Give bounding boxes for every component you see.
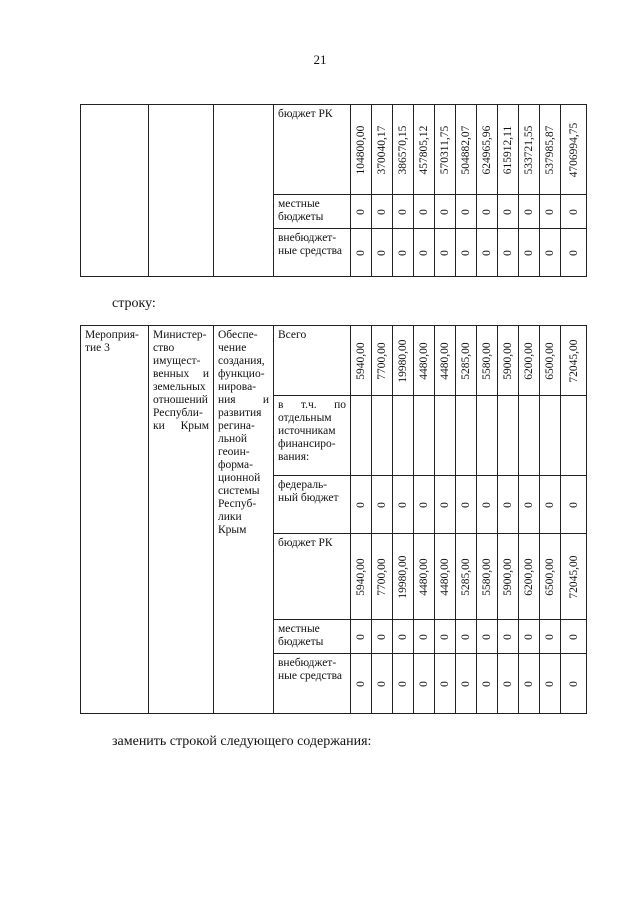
- value-text: 0: [439, 633, 451, 640]
- value-text: 0: [481, 249, 493, 256]
- value-cell: [351, 105, 372, 195]
- empty-purpose-cell: [214, 105, 274, 277]
- value-text: 0: [418, 208, 430, 215]
- value-cell: [372, 229, 393, 277]
- value-cell: [561, 105, 587, 195]
- value-cell: [435, 105, 456, 195]
- value-text: 0: [481, 501, 493, 508]
- table-row: [81, 326, 587, 396]
- value-text: 0: [355, 501, 367, 508]
- value-text: 0: [355, 208, 367, 215]
- value-text: 0: [523, 680, 535, 687]
- value-cell: [372, 534, 393, 620]
- value-text: 0: [567, 249, 580, 256]
- executor-cell-text: Министер-ство имущест-венных и земельных отношений Республи-ки Крым: [153, 329, 209, 432]
- value-cell: [498, 229, 519, 277]
- value-text: 0: [544, 680, 556, 687]
- value-text: 0: [460, 501, 472, 508]
- value-text: 0: [418, 249, 430, 256]
- budget-table-previous: [80, 104, 587, 277]
- value-text: 5900,00: [502, 341, 514, 380]
- value-cell: [519, 195, 540, 229]
- value-cell: [414, 105, 435, 195]
- value-cell: [519, 326, 540, 396]
- value-text: 0: [397, 249, 409, 256]
- value-text: 0: [460, 633, 472, 640]
- value-cell: [540, 229, 561, 277]
- value-text: 6500,00: [544, 557, 556, 596]
- value-text: 537985,87: [544, 125, 556, 174]
- source-label: [274, 396, 351, 476]
- value-cell: [393, 105, 414, 195]
- value-text: 0: [481, 633, 493, 640]
- value-text: 0: [376, 501, 388, 508]
- value-text: 72045,00: [567, 338, 580, 383]
- value-cell: [414, 534, 435, 620]
- value-text: 370040,17: [376, 125, 388, 174]
- value-text: 570311,75: [439, 125, 451, 174]
- value-cell: [561, 326, 587, 396]
- value-text: 19980,00: [397, 338, 409, 383]
- value-cell: [456, 620, 477, 654]
- value-cell: [456, 534, 477, 620]
- value-cell: [456, 326, 477, 396]
- value-text: 0: [376, 633, 388, 640]
- value-text: 5940,00: [355, 557, 367, 596]
- source-label-text: федераль-ный бюджет: [278, 479, 339, 504]
- value-text: 5285,00: [460, 557, 472, 596]
- value-cell: [414, 326, 435, 396]
- value-cell: [435, 195, 456, 229]
- value-cell: [498, 105, 519, 195]
- value-text: 5900,00: [502, 557, 514, 596]
- value-text: 0: [523, 633, 535, 640]
- value-text: 0: [481, 208, 493, 215]
- value-text: 6500,00: [544, 341, 556, 380]
- value-text: 0: [355, 680, 367, 687]
- value-cell: [456, 105, 477, 195]
- value-cell: [435, 620, 456, 654]
- value-cell: [498, 195, 519, 229]
- value-cell: [477, 326, 498, 396]
- value-cell: [435, 229, 456, 277]
- value-cell: [351, 195, 372, 229]
- value-text: 6200,00: [523, 557, 535, 596]
- value-cell: [435, 534, 456, 620]
- source-label-text: местные бюджеты: [278, 623, 324, 648]
- value-cell: [456, 476, 477, 534]
- value-text: 0: [397, 633, 409, 640]
- value-text: 4480,00: [418, 557, 430, 596]
- value-cell: [414, 476, 435, 534]
- value-cell: [477, 476, 498, 534]
- source-label: [274, 620, 351, 654]
- value-cell: [372, 195, 393, 229]
- purpose-cell-text: Обеспе-чение создания, функцио-нирова-ния и развития регина-льной геоин-форма-ционной системы Респуб-лики Крым: [218, 329, 269, 536]
- source-label-text: внебюджет-ные средства: [278, 657, 343, 682]
- value-text: 0: [544, 208, 556, 215]
- value-text: 0: [567, 680, 580, 687]
- value-text: 504882,07: [460, 125, 472, 174]
- value-cell: [393, 326, 414, 396]
- caption-stroku: строку:: [112, 296, 156, 311]
- value-cell: [540, 654, 561, 714]
- value-text: 0: [460, 680, 472, 687]
- empty-executor-cell: [149, 105, 214, 277]
- source-label-text: Всего: [278, 329, 307, 341]
- value-text: 5285,00: [460, 341, 472, 380]
- value-cell: [414, 229, 435, 277]
- value-text: 0: [355, 633, 367, 640]
- value-text: 0: [460, 208, 472, 215]
- value-text: 0: [439, 501, 451, 508]
- value-cell: [435, 396, 456, 476]
- value-cell: [372, 654, 393, 714]
- value-text: 0: [544, 501, 556, 508]
- value-cell: [351, 654, 372, 714]
- value-cell: [498, 396, 519, 476]
- value-cell: [393, 654, 414, 714]
- value-text: 0: [355, 249, 367, 256]
- source-label-text: в т.ч. по отдельным источникам финансиро-вания:: [278, 399, 346, 463]
- value-cell: [519, 476, 540, 534]
- executor-cell: [149, 326, 214, 714]
- value-text: 5580,00: [481, 557, 493, 596]
- value-cell: [456, 396, 477, 476]
- value-text: 0: [567, 633, 580, 640]
- value-cell: [519, 620, 540, 654]
- value-text: 5940,00: [355, 341, 367, 380]
- value-text: 19980,00: [397, 554, 409, 599]
- value-cell: [372, 326, 393, 396]
- value-cell: [372, 396, 393, 476]
- value-text: 0: [460, 249, 472, 256]
- event-cell-text: Мероприя-тие 3: [85, 329, 139, 354]
- page-number: 21: [313, 52, 327, 67]
- value-cell: [477, 654, 498, 714]
- source-label: [274, 195, 351, 229]
- value-cell: [477, 105, 498, 195]
- value-cell: [393, 195, 414, 229]
- source-label: [274, 326, 351, 396]
- value-cell: [498, 534, 519, 620]
- value-cell: [435, 654, 456, 714]
- value-text: 4480,00: [439, 557, 451, 596]
- value-cell: [351, 229, 372, 277]
- value-cell: [456, 195, 477, 229]
- value-text: 104800,00: [355, 125, 367, 174]
- value-text: 0: [502, 249, 514, 256]
- value-text: 0: [481, 680, 493, 687]
- value-text: 0: [544, 633, 556, 640]
- value-cell: [435, 326, 456, 396]
- value-cell: [393, 396, 414, 476]
- value-cell: [414, 195, 435, 229]
- value-text: 0: [397, 680, 409, 687]
- value-text: 4706994,75: [567, 122, 580, 177]
- value-cell: [561, 396, 587, 476]
- value-text: 0: [376, 208, 388, 215]
- source-label: [274, 654, 351, 714]
- source-label-text: бюджет РК: [278, 537, 333, 549]
- value-text: 5580,00: [481, 341, 493, 380]
- value-text: 0: [418, 501, 430, 508]
- event-cell: [81, 326, 149, 714]
- source-label-text: внебюджет-ные средства: [278, 232, 343, 257]
- value-cell: [498, 476, 519, 534]
- budget-table-measure-3: [80, 325, 587, 714]
- value-cell: [456, 654, 477, 714]
- value-text: 0: [397, 208, 409, 215]
- value-text: 7700,00: [376, 557, 388, 596]
- value-text: 0: [439, 208, 451, 215]
- value-text: 6200,00: [523, 341, 535, 380]
- value-text: 0: [502, 501, 514, 508]
- value-text: 0: [502, 208, 514, 215]
- value-cell: [540, 476, 561, 534]
- value-text: 4480,00: [418, 341, 430, 380]
- value-cell: [477, 620, 498, 654]
- value-cell: [393, 476, 414, 534]
- value-cell: [498, 654, 519, 714]
- value-text: 615912,11: [502, 125, 514, 174]
- value-cell: [519, 396, 540, 476]
- value-cell: [372, 105, 393, 195]
- value-cell: [561, 534, 587, 620]
- value-cell: [351, 326, 372, 396]
- value-text: 0: [418, 680, 430, 687]
- value-text: 0: [544, 249, 556, 256]
- value-text: 533721,55: [523, 125, 535, 174]
- empty-event-cell: [81, 105, 149, 277]
- caption-replace: заменить строкой следующего содержания:: [112, 734, 372, 749]
- source-label: [274, 534, 351, 620]
- value-cell: [498, 326, 519, 396]
- value-cell: [540, 396, 561, 476]
- value-cell: [372, 620, 393, 654]
- value-cell: [393, 229, 414, 277]
- value-text: 0: [376, 680, 388, 687]
- value-text: 0: [523, 208, 535, 215]
- value-cell: [351, 620, 372, 654]
- value-cell: [540, 195, 561, 229]
- value-text: 72045,00: [567, 554, 580, 599]
- value-cell: [561, 476, 587, 534]
- value-cell: [414, 654, 435, 714]
- value-cell: [519, 229, 540, 277]
- value-cell: [519, 534, 540, 620]
- value-cell: [498, 620, 519, 654]
- value-cell: [519, 105, 540, 195]
- value-text: 0: [397, 501, 409, 508]
- value-text: 457805,12: [418, 125, 430, 174]
- value-cell: [351, 534, 372, 620]
- value-text: 0: [439, 249, 451, 256]
- value-cell: [393, 620, 414, 654]
- value-cell: [477, 396, 498, 476]
- value-cell: [435, 476, 456, 534]
- value-cell: [540, 105, 561, 195]
- value-text: 0: [523, 249, 535, 256]
- value-cell: [477, 195, 498, 229]
- value-cell: [540, 620, 561, 654]
- value-cell: [414, 620, 435, 654]
- value-text: 624965,96: [481, 125, 493, 174]
- value-text: 7700,00: [376, 341, 388, 380]
- value-cell: [561, 654, 587, 714]
- source-label-text: местные бюджеты: [278, 198, 324, 223]
- purpose-cell: [214, 326, 274, 714]
- source-label: [274, 476, 351, 534]
- value-text: 4480,00: [439, 341, 451, 380]
- value-cell: [540, 326, 561, 396]
- value-cell: [351, 396, 372, 476]
- value-text: 0: [376, 249, 388, 256]
- value-cell: [477, 534, 498, 620]
- value-text: 0: [439, 680, 451, 687]
- value-text: 0: [567, 208, 580, 215]
- value-text: 0: [418, 633, 430, 640]
- value-cell: [519, 654, 540, 714]
- source-label: [274, 105, 351, 195]
- value-cell: [372, 476, 393, 534]
- value-cell: [561, 229, 587, 277]
- source-label-text: бюджет РК: [278, 108, 333, 120]
- value-cell: [456, 229, 477, 277]
- value-cell: [393, 534, 414, 620]
- value-cell: [414, 396, 435, 476]
- value-cell: [561, 195, 587, 229]
- value-cell: [540, 534, 561, 620]
- value-text: 386570,15: [397, 125, 409, 174]
- value-text: 0: [502, 680, 514, 687]
- value-cell: [477, 229, 498, 277]
- value-text: 0: [523, 501, 535, 508]
- value-text: 0: [502, 633, 514, 640]
- table-row: [81, 105, 587, 195]
- value-text: 0: [567, 501, 580, 508]
- value-cell: [351, 476, 372, 534]
- source-label: [274, 229, 351, 277]
- value-cell: [561, 620, 587, 654]
